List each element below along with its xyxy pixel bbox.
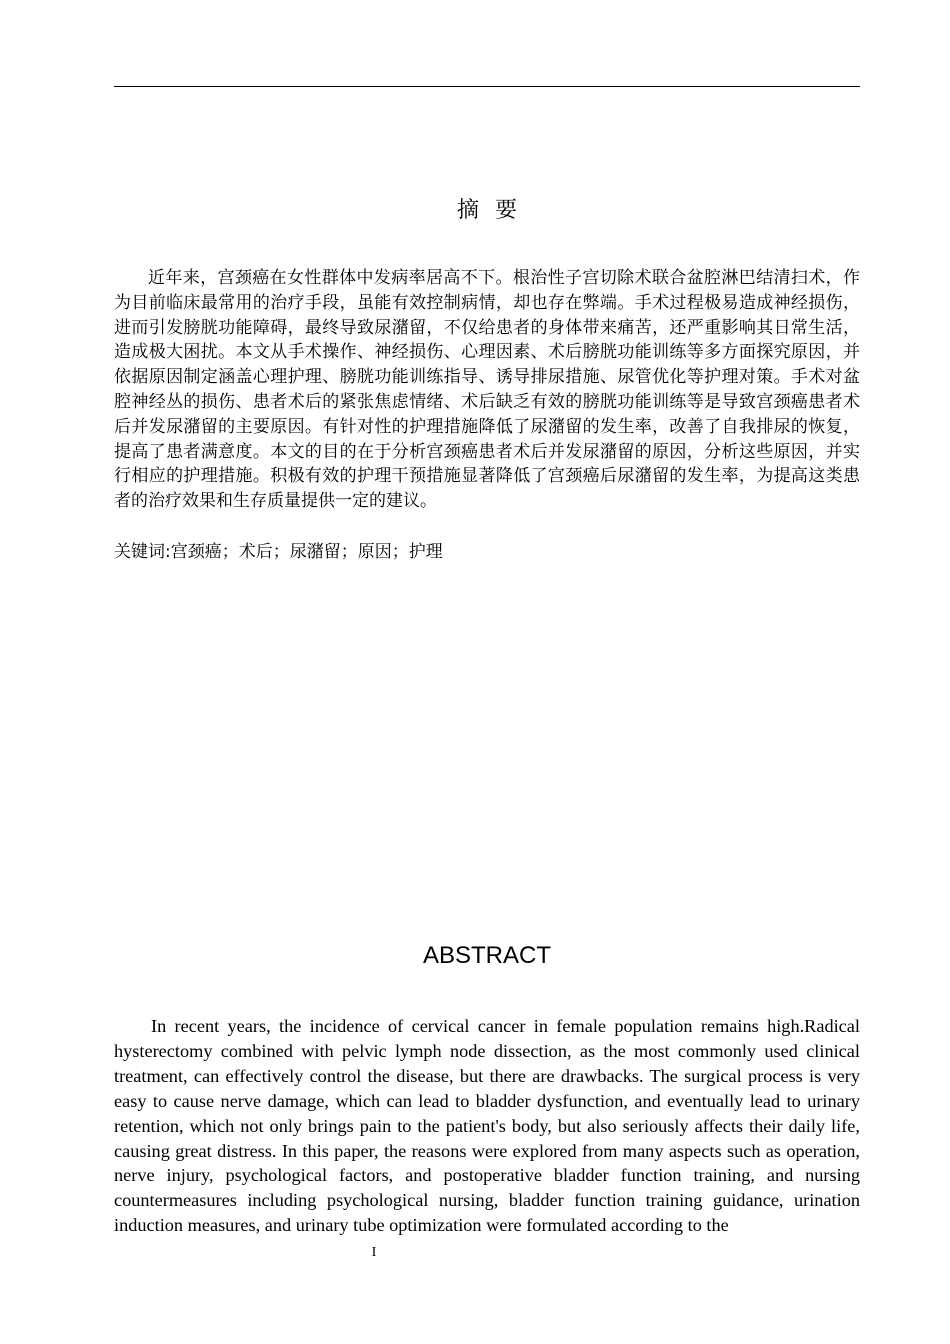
header-rule: [114, 86, 860, 87]
abstract-cn-keywords: [114, 540, 860, 564]
abstract-cn-body: 近年来，宫颈癌在女性群体中发病率居高不下。根治性子宫切除术联合盆腔淋巴结清扫术，作为目前临床最常用的治疗手段，虽能有效控制病情，却也存在弊端。手术过程极易造成神经损伤，进而引发膀胱功能障碍，最终导致尿潴留，不仅给患者的身体带来痛苦，还严重影响其日常生活，造成极大困扰。本文从手术操作、神经损伤、心理因素、术后膀胱功能训练等多方面探究原因，并依据原因制定涵盖心理护理、膀胱功能训练指导、诱导排尿措施、尿管优化等护理对策。手术对盆腔神经丛的损伤、患者术后的紧张焦虑情绪、术后缺乏有效的膀胱功能训练等是导致宫颈癌患者术后并发尿潴留的主要原因。有针对性的护理措施降低了尿潴留的发生率，改善了自我排尿的恢复，提高了患者满意度。本文的目的在于分析宫颈癌患者术后并发尿潴留的原因，分析这些原因，并实行相应的护理措施。积极有效的护理干预措施显著降低了宫颈癌后尿潴留的发生率，为提高这类患者的治疗效果和生存质量提供一定的建议。: [114, 268, 860, 512]
keywords-value: 宫颈癌；术后；尿潴留；原因；护理: [170, 542, 443, 562]
abstract-en-body: In recent years, the incidence of cervical cancer in female population remains high.Radical hysterectomy combined with pelvic lymph node dissection, as the most commonly used clinical treatment, can effectively control the disease, but there are drawbacks. The surgical process is very easy to cause nerve damage, which can lead to bladder dysfunction, and eventually lead to urinary retention, which not only brings pain to the patient's body, but also seriously affects their daily life, causing great distress. In this paper, the reasons were explored from many aspects such as operation, nerve injury, psychological factors, and postoperative bladder function training, and nursing countermeasures including psychological nursing, bladder function training guidance, urination induction measures, and urinary tube optimization were formulated according to the: [114, 1016, 860, 1236]
keywords-label: 关键词:: [114, 542, 171, 562]
abstract-en-title: ABSTRACT: [422, 942, 551, 969]
page-number: I: [371, 1245, 377, 1260]
abstract-cn-title: 摘要: [456, 198, 533, 223]
